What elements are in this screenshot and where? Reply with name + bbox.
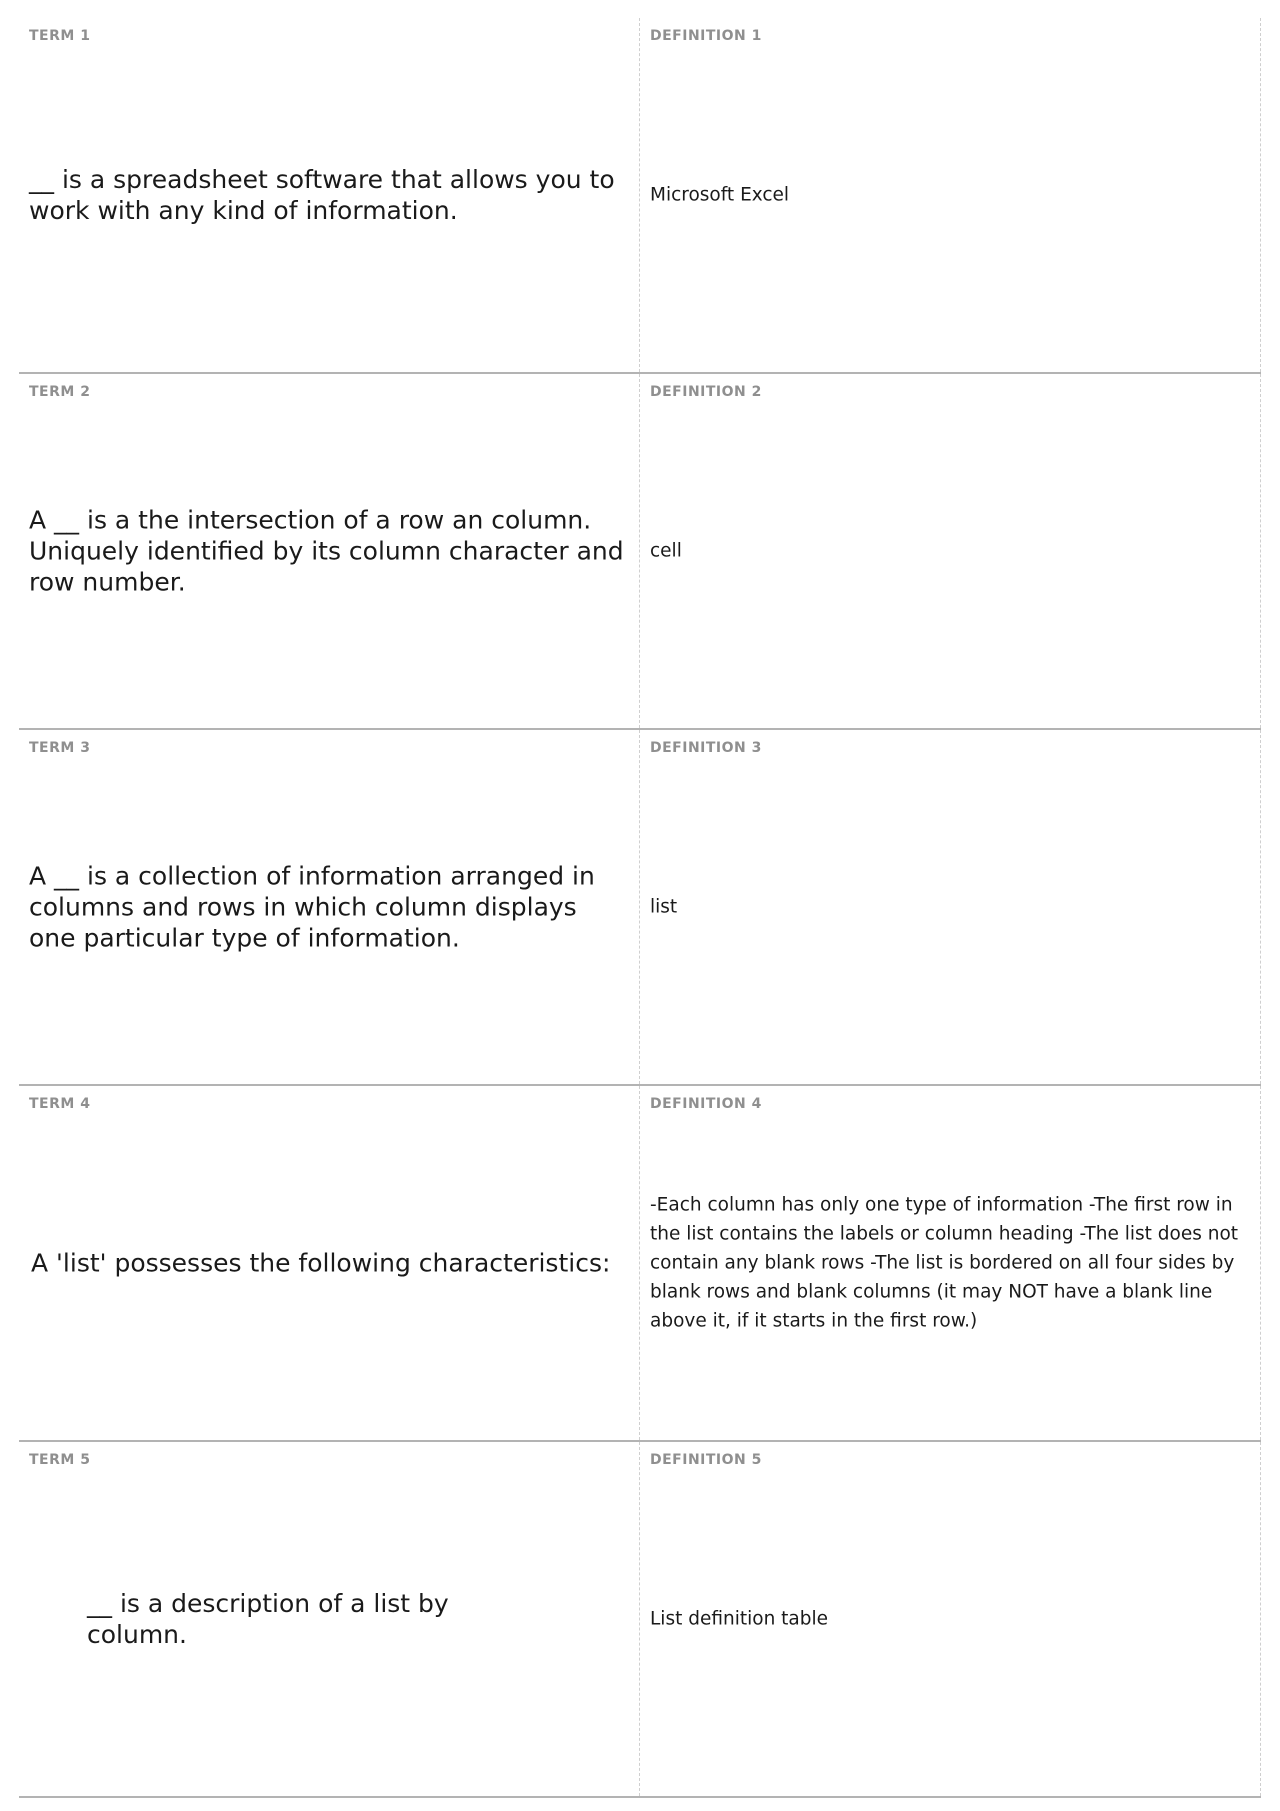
definition-text-4: -Each column has only one type of information -The first row in the list contains the labels or column heading -The list does not contain any blank rows -The list is bordered on all four sides by blank rows and blank columns (it may NOT have a blank line above it, if it starts in the first row.) — [650, 1194, 1239, 1332]
term-cell-5 — [19, 1442, 640, 1796]
term-label-1: TERM 1 — [29, 28, 91, 44]
term-text-4: A 'list' possesses the following characteristics: — [31, 1248, 611, 1278]
term-label-3: TERM 3 — [29, 740, 91, 756]
term-text-5: __ is a description of a list by column. — [87, 1589, 449, 1649]
definition-text-3: list — [650, 896, 678, 918]
term-label-5: TERM 5 — [29, 1452, 91, 1468]
flashcard-row-2 — [19, 374, 1261, 730]
term-label-2: TERM 2 — [29, 384, 91, 400]
definition-label-1: DEFINITION 1 — [650, 28, 762, 44]
definition-label-2: DEFINITION 2 — [650, 384, 762, 400]
definition-cell-1 — [640, 18, 1261, 372]
term-label-4: TERM 4 — [29, 1096, 91, 1112]
definition-cell-4 — [640, 1086, 1261, 1440]
flashcard-row-1 — [19, 18, 1261, 374]
flashcard-row-4 — [19, 1086, 1261, 1442]
definition-label-5: DEFINITION 5 — [650, 1452, 762, 1468]
flashcard-row-5 — [19, 1442, 1261, 1798]
term-cell-3 — [19, 730, 640, 1084]
definition-cell-3 — [640, 730, 1261, 1084]
definition-cell-2 — [640, 374, 1261, 728]
definition-text-2: cell — [650, 540, 682, 562]
definition-cell-5 — [640, 1442, 1261, 1796]
term-cell-2 — [19, 374, 640, 728]
flashcard-sheet — [19, 18, 1261, 1798]
definition-label-3: DEFINITION 3 — [650, 740, 762, 756]
term-text-1: __ is a spreadsheet software that allows you to work with any kind of information. — [29, 165, 615, 225]
definition-label-4: DEFINITION 4 — [650, 1096, 762, 1112]
flashcard-row-3 — [19, 730, 1261, 1086]
definition-text-1: Microsoft Excel — [650, 184, 790, 206]
definition-text-5: List definition table — [650, 1608, 829, 1630]
term-cell-1 — [19, 18, 640, 372]
term-text-2: A __ is a the intersection of a row an column. Uniquely identified by its column character and row number. — [29, 505, 624, 597]
term-text-3: A __ is a collection of information arranged in columns and rows in which column displays one particular type of information. — [29, 861, 595, 953]
term-cell-4 — [19, 1086, 640, 1440]
